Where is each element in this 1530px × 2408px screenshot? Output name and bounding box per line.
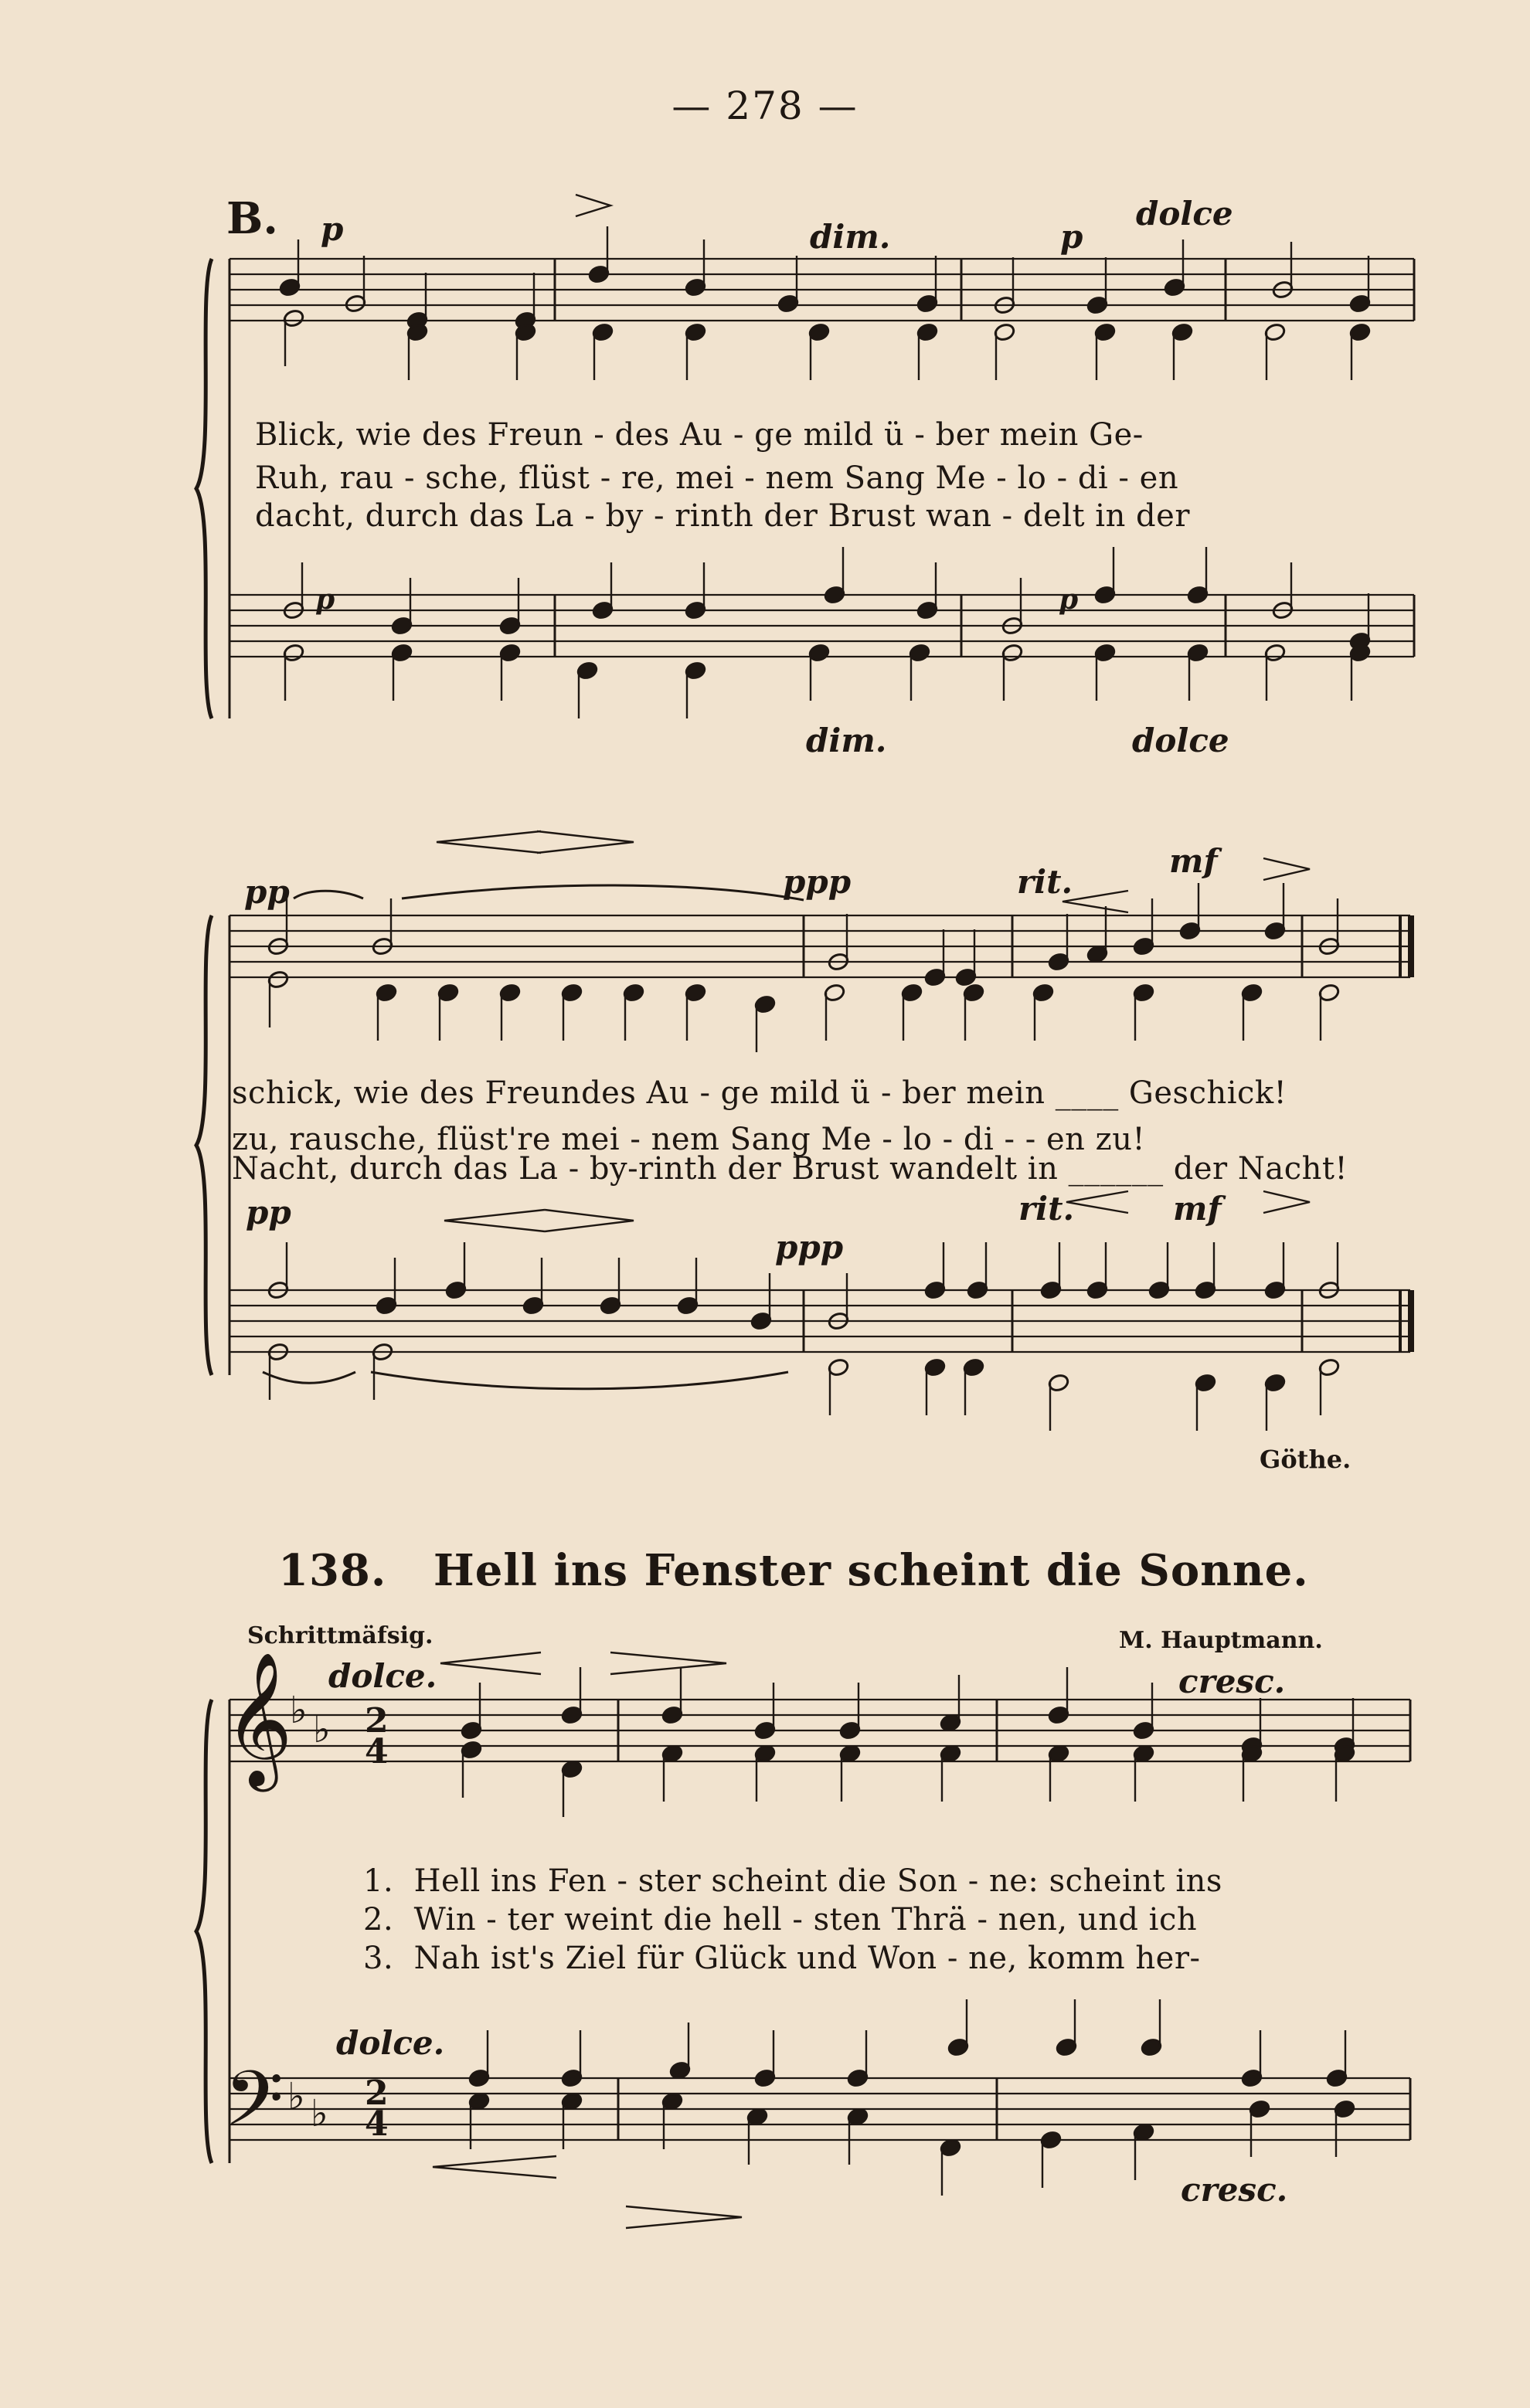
dynamic-pp-1: pp xyxy=(244,873,290,911)
dynamic-rit-1: rit. xyxy=(1017,863,1073,901)
lyric-c-line-1: schick, wie des Freundes Au - ge mild ü - ber mein ____ Geschick! xyxy=(232,1075,1287,1111)
composer-credit: M. Hauptmann. xyxy=(1119,1627,1323,1654)
song-number: 138. xyxy=(278,1545,387,1596)
system-brace xyxy=(196,1700,212,2163)
decrescendo-hairpin xyxy=(626,2206,742,2228)
page-number: — 278 — xyxy=(672,83,858,128)
crescendo-hairpin xyxy=(433,2156,556,2178)
dynamic-cresc-lower: cresc. xyxy=(1181,2171,1288,2209)
crescendo-hairpin xyxy=(1062,891,1128,912)
dynamic-p-lower-2: p xyxy=(1059,583,1079,616)
time-sig-bottom: 4 xyxy=(365,2104,389,2144)
dynamic-ppp-2: ppp xyxy=(775,1228,844,1266)
decrescendo-hairpin xyxy=(1263,858,1310,880)
verse-number: 2. xyxy=(363,1902,394,1938)
lyric-c-line-2: zu, rausche, flüst're mei - nem Sang Me - lo - di - - en zu! xyxy=(232,1122,1146,1157)
time-sig-top: 2 xyxy=(365,1701,389,1741)
song-title-text: Hell ins Fenster scheint die Sonne. xyxy=(433,1545,1309,1596)
verse-text: Hell ins Fen - ster scheint die Son - ne: scheint ins xyxy=(413,1863,1222,1899)
lyric-c-line-3: Nacht, durch das La - by-rinth der Brust wandelt in ______ der Nacht! xyxy=(232,1151,1348,1187)
tie-slur xyxy=(371,1372,788,1389)
tie-slur xyxy=(263,1372,355,1383)
dynamic-dolce-1: dolce xyxy=(1136,195,1233,233)
lyric-b-line-1: Blick, wie des Freun - des Au - ge mild ü - ber mein Ge- xyxy=(255,417,1144,453)
dynamic-dolce-lower: dolce xyxy=(1132,722,1229,759)
system-brace xyxy=(196,915,212,1375)
verse-number: 3. xyxy=(363,1941,394,1976)
crescendo-hairpin xyxy=(440,1652,541,1674)
dynamic-dolce-upper: dolce. xyxy=(328,1657,437,1695)
dynamic-p-2: p xyxy=(1060,218,1083,256)
dynamic-pp-2: pp xyxy=(246,1194,291,1231)
verse-number: 1. xyxy=(363,1863,394,1899)
decrescendo-hairpin xyxy=(1263,1191,1310,1213)
dynamic-p-1: p xyxy=(321,210,344,248)
time-sig-bottom: 4 xyxy=(365,1732,389,1771)
dynamic-dim-1: dim. xyxy=(810,218,891,256)
bass-clef-icon: 𝄢 xyxy=(224,2055,284,2162)
system-brace xyxy=(196,259,212,718)
verse-text: Win - ter weint die hell - sten Thrä - nen, und ich xyxy=(413,1902,1198,1938)
decrescendo-hairpin xyxy=(537,831,634,853)
tie-slur xyxy=(294,891,363,898)
dynamic-cresc-upper: cresc. xyxy=(1178,1663,1286,1700)
dynamic-rit-2: rit. xyxy=(1018,1190,1075,1228)
dynamic-dolce-lower: dolce. xyxy=(336,2024,445,2062)
dynamic-ppp-1: ppp xyxy=(783,863,852,901)
crescendo-hairpin xyxy=(437,831,541,853)
dynamic-mf-1: mf xyxy=(1169,842,1218,880)
section-marker-b: B. xyxy=(226,193,278,244)
decrescendo-hairpin xyxy=(610,1652,726,1674)
dynamic-mf-2: mf xyxy=(1173,1190,1222,1228)
flat-icon: ♭ xyxy=(313,1708,331,1751)
decrescendo-hairpin xyxy=(545,1210,634,1231)
author-credit: Göthe. xyxy=(1260,1445,1352,1474)
verse-text: Nah ist's Ziel für Glück und Won - ne, komm her- xyxy=(413,1941,1201,1976)
crescendo-hairpin xyxy=(444,1210,545,1231)
tempo-marking: Schrittmäfsig. xyxy=(247,1622,434,1649)
flat-icon: ♭ xyxy=(287,2075,305,2118)
flat-icon: ♭ xyxy=(290,1689,308,1732)
crescendo-hairpin xyxy=(1066,1191,1128,1213)
lyric-b-line-2: Ruh, rau - sche, flüst - re, mei - nem Sang Me - lo - di - en xyxy=(255,460,1179,496)
dynamic-dim-lower: dim. xyxy=(806,722,887,759)
decrescendo-hairpin xyxy=(576,195,610,216)
time-sig-top: 2 xyxy=(365,2073,389,2113)
treble-clef-icon: 𝄞 xyxy=(224,1652,293,1786)
flat-icon: ♭ xyxy=(311,2092,328,2135)
lyric-b-line-3: dacht, durch das La - by - rinth der Brust wan - delt in der xyxy=(255,498,1190,534)
dynamic-p-lower-1: p xyxy=(315,583,335,616)
tie-slur xyxy=(402,885,804,900)
